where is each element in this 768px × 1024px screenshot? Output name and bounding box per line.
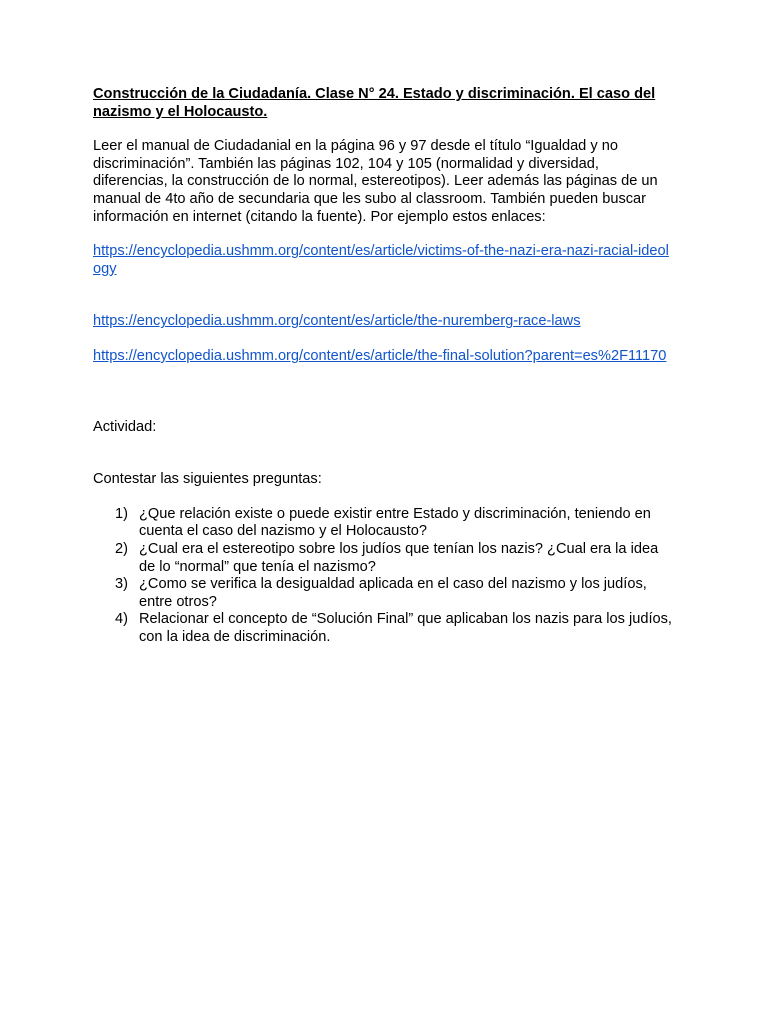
- question-item: [93, 611, 673, 646]
- activity-label: Actividad:: [93, 418, 157, 435]
- link-nuremberg-race-laws[interactable]: https://encyclopedia.ushmm.org/content/es/article/the-nuremberg-race-laws: [93, 313, 581, 330]
- question-number: 2): [115, 540, 128, 557]
- question-number: 1): [115, 505, 128, 522]
- question-number: 4): [115, 611, 128, 628]
- question-text: Relacionar el concepto de “Solución Final” que aplicaban los nazis para los judíos, con la idea de discriminación.: [139, 611, 672, 645]
- link-nazi-racial-ideology[interactable]: https://encyclopedia.ushmm.org/content/es/article/victims-of-the-nazi-era-nazi-racial-ideology: [93, 243, 669, 277]
- question-item: [93, 506, 673, 541]
- question-text: ¿Como se verifica la desigualdad aplicada en el caso del nazismo y los judíos, entre otros?: [139, 576, 647, 610]
- questions-list: [93, 506, 673, 647]
- link-final-solution[interactable]: https://encyclopedia.ushmm.org/content/es/article/the-final-solution?parent=es%2F11170: [93, 347, 667, 364]
- document-page: [93, 86, 673, 646]
- document-title: Construcción de la Ciudadanía. Clase N° 24. Estado y discriminación. El caso del nazismo y el Holocausto.: [93, 86, 656, 120]
- question-text: ¿Que relación existe o puede existir entre Estado y discriminación, teniendo en cuenta el caso del nazismo y el Holocausto?: [139, 505, 651, 540]
- question-number: 3): [115, 576, 128, 593]
- questions-intro: Contestar las siguientes preguntas:: [93, 471, 322, 488]
- question-item: [93, 576, 673, 611]
- question-text: ¿Cual era el estereotipo sobre los judíos que tenían los nazis? ¿Cual era la idea de lo “normal” que tenía el nazismo?: [139, 540, 659, 575]
- question-item: [93, 541, 673, 576]
- intro-paragraph: Leer el manual de Ciudadanial en la página 96 y 97 desde el título “Igualdad y no discriminación”. También las páginas 102, 104 y 105 (normalidad y diversidad, diferencias, la construcción de lo normal, estereotipos). Leer además las páginas de un manual de 4to año de secundaria que les subo al classroom. También pueden buscar información en internet (citando la fuente). Por ejemplo estos enlaces:: [93, 138, 658, 225]
